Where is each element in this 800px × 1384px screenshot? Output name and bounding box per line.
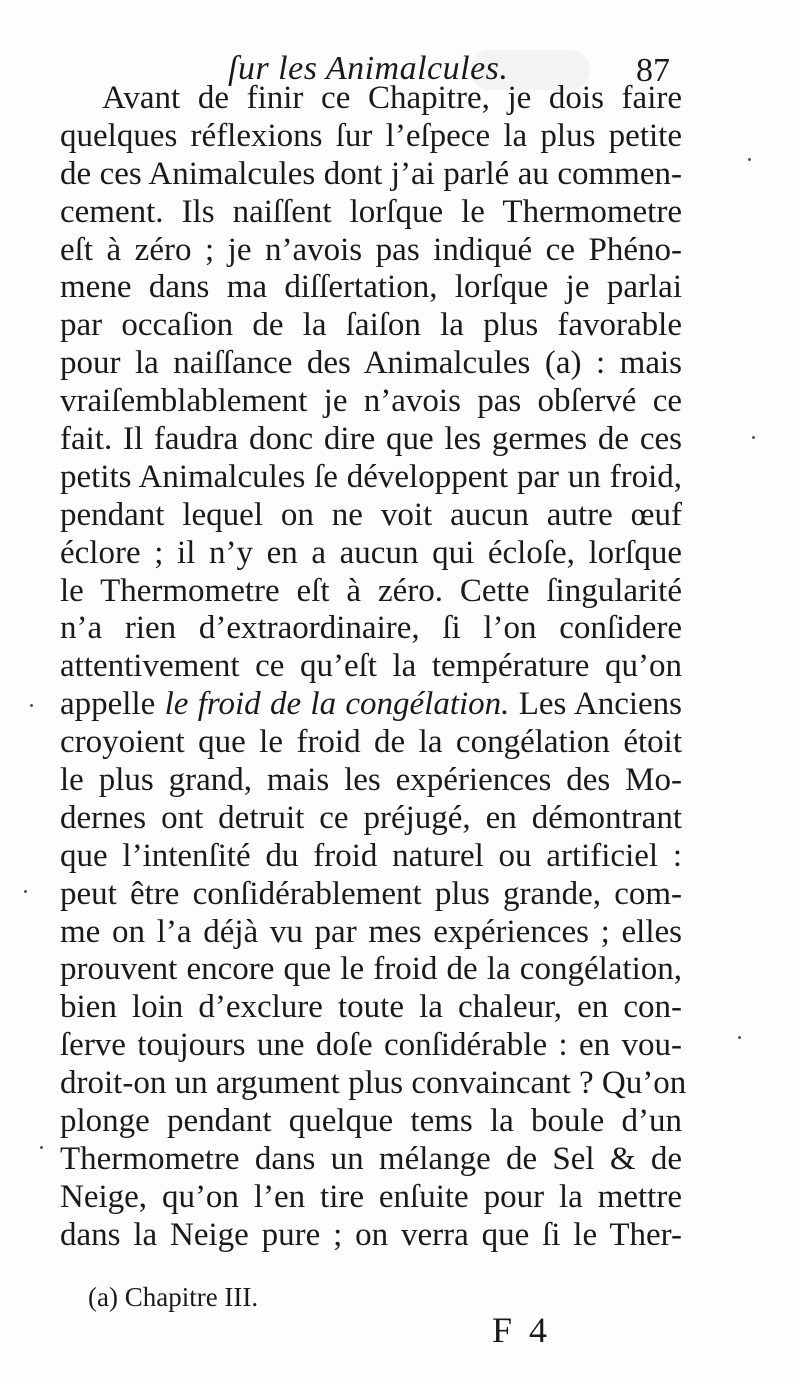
footnote: (a) Chapitre III. [88, 1282, 259, 1312]
text-line: le plus grand, mais les expériences des Mo- [60, 762, 682, 799]
text-line: bien loin d’exclure toute la chaleur, en con- [60, 989, 682, 1026]
text-line: croyoient que le froid de la congélation étoit [60, 724, 682, 761]
paper-speck [748, 158, 751, 161]
text-line: Avant de finir ce Chapitre, je dois faire [102, 80, 682, 116]
text-line: eſt à zéro ; je n’avois pas indiqué ce Phéno- [60, 231, 682, 268]
body-text [60, 80, 687, 1255]
text-line: mene dans ma diſſertation, lorſque je parlai [60, 269, 682, 306]
text-line: le Thermometre eſt à zéro. Cette ſingularité [60, 572, 682, 609]
text-line: petits Animalcules ſe développent par un froid, [60, 458, 682, 495]
page-number: 87 [636, 52, 670, 89]
text-line: fait. Il faudra donc dire que les germes de ces [60, 421, 682, 458]
text-line: par occaſion de la ſaiſon la plus favorable [60, 307, 682, 344]
text-line: me on l’a déjà vu par mes expériences ; elles [60, 913, 682, 950]
running-head: ſur les Animalcules. [228, 50, 509, 87]
signature-mark: F 4 [492, 1310, 552, 1350]
text-line: cement. Ils naiſſent lorſque le Thermometre [60, 193, 682, 230]
text-line: ſerve toujours une doſe conſidérable : en vou- [60, 1027, 682, 1064]
paper-speck [40, 1146, 43, 1149]
text-line: vraiſemblablement je n’avois pas obſervé ce [60, 383, 682, 420]
text-line: pour la naiſſance des Animalcules (a) : mais [60, 345, 682, 382]
text-line: Thermometre dans un mélange de Sel & de [60, 1140, 682, 1177]
text-line: attentivement ce qu’eſt la température qu’on [60, 648, 682, 685]
paper-speck [24, 890, 27, 893]
text-run: appelle [60, 686, 165, 723]
text-line: droit-on un argument plus convaincant ? Qu’on [60, 1065, 687, 1102]
text-line: peut être conſidérablement plus grande, com- [60, 875, 682, 912]
italic-phrase: le froid de la congélation. [164, 686, 510, 723]
text-line: pendant lequel on ne voit aucun autre œuf [60, 496, 682, 533]
text-line: dernes ont detruit ce préjugé, en démontrant [60, 799, 682, 836]
text-line: dans la Neige pure ; on verra que ſi le Ther- [60, 1216, 682, 1253]
text-line: que l’intenſité du froid naturel ou artificiel : [60, 837, 682, 874]
text-line: plonge pendant quelque tems la boule d’un [60, 1103, 682, 1140]
text-line: n’a rien d’extraordinaire, ſi l’on conſidere [60, 610, 682, 647]
text-line: prouvent encore que le froid de la congélation, [60, 951, 682, 988]
text-line: éclore ; il n’y en a aucun qui écloſe, lorſque [60, 534, 682, 571]
paper-speck [30, 704, 33, 707]
text-run: Les Anciens [509, 686, 683, 723]
text-line: de ces Animalcules dont j’ai parlé au commen- [60, 155, 682, 192]
paper-speck [752, 436, 755, 439]
text-line: Neige, qu’on l’en tire enſuite pour la mettre [60, 1178, 682, 1215]
text-line: quelques réflexions ſur l’eſpece la plus petite [60, 117, 682, 154]
paper-speck [738, 1036, 741, 1039]
text-line-with-italic [60, 686, 682, 724]
